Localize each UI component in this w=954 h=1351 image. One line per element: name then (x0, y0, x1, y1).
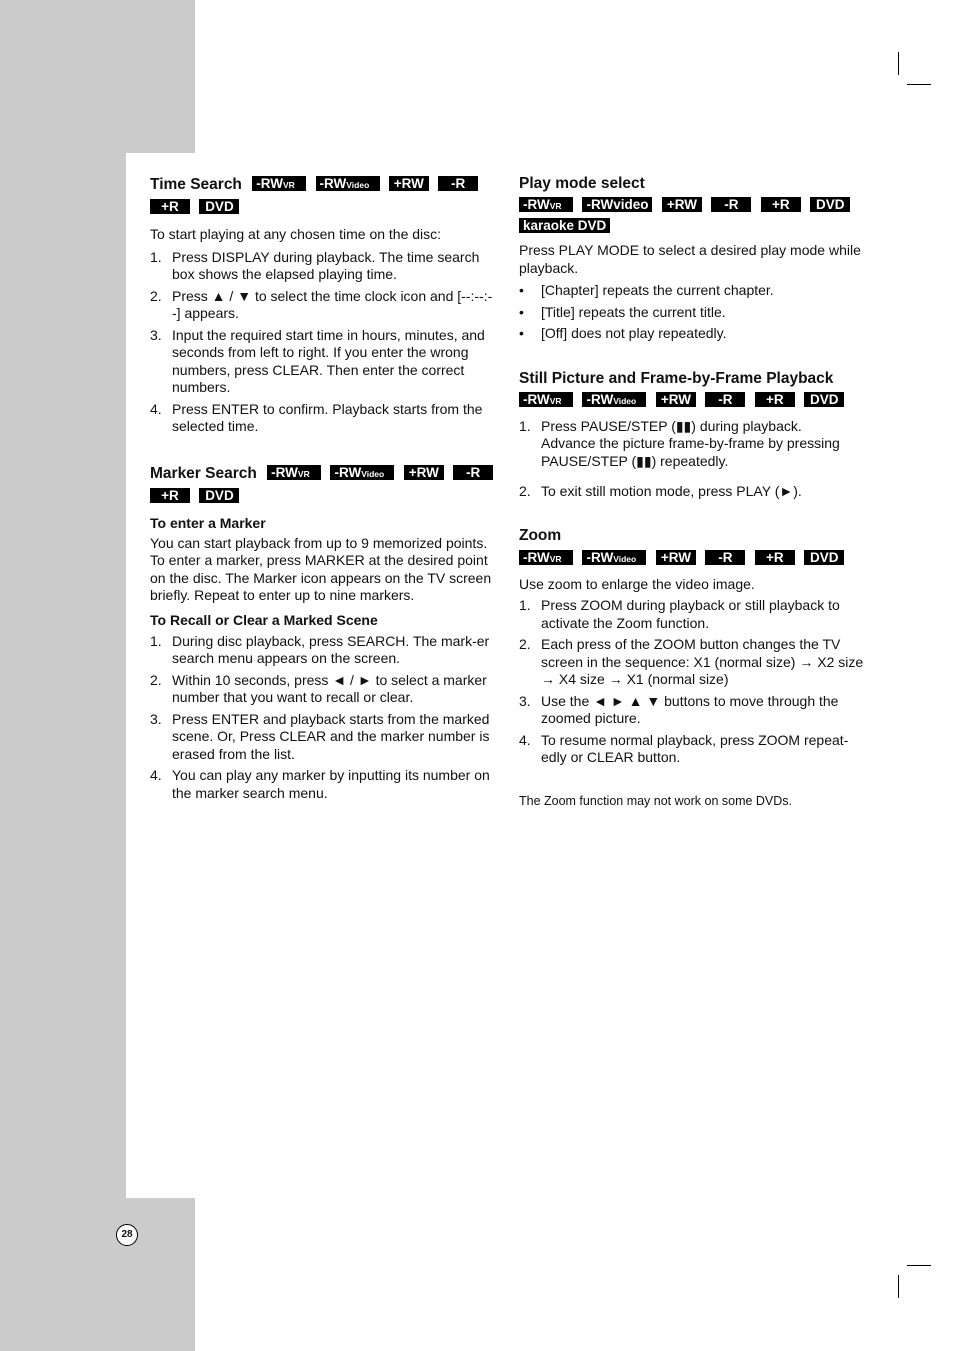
play-mode-options (519, 282, 869, 343)
list-item: 4. You can play any marker by inputting its number on the marker search menu. (150, 767, 490, 801)
list-item: 2. Press ▲ / ▼ to select the time clock icon and [--:--:--] appears. (150, 287, 493, 321)
play-mode-badges (519, 195, 869, 217)
badge-dvd: DVD (810, 197, 850, 212)
badge-rw-video: -RWVideo (316, 176, 380, 191)
page-margin-top (0, 0, 195, 153)
zoom-title: Zoom (519, 526, 562, 544)
play-mode-badges-row2 (519, 216, 869, 238)
still-picture-section (519, 368, 869, 501)
page-margin-bottom (0, 1198, 195, 1351)
still-picture-title: Still Picture and Frame-by-Frame Playback (519, 369, 834, 387)
list-item: 3. Use the ◄ ► ▲ ▼ buttons to move through the zoomed picture. (519, 692, 839, 726)
right-column (519, 173, 869, 809)
enter-marker-text: You can start playback from up to 9 memorized points. To enter a marker, press MARKER at the desired point on the disc. The Marker icon appears on the TV screen briefly. Repeat to enter up to nine markers. (150, 534, 492, 603)
badge-plus-rw: +RW (404, 465, 444, 480)
time-search-steps (150, 249, 500, 436)
play-mode-section (519, 173, 869, 343)
badge-dvd: DVD (199, 488, 239, 503)
badge-plus-rw: +RW (662, 197, 702, 212)
badge-plus-r: +R (150, 488, 190, 503)
badge-plus-r: +R (755, 392, 795, 407)
marker-search-section (150, 463, 500, 803)
badge-minus-r: -R (705, 550, 745, 565)
list-item: 1. Press PAUSE/STEP (▮▮) during playback. Advance the picture frame-by-frame by pressing PAUSE/STEP (▮▮) repeatedly. (519, 417, 840, 469)
badge-rw-vr: -RWVR (519, 550, 573, 565)
zoom-badges (519, 548, 869, 570)
badge-rw-video: -RWVideo (582, 550, 646, 565)
crop-mark-bottom-horizontal (907, 1265, 931, 1266)
time-search-intro: To start playing at any chosen time on the disc: (150, 226, 442, 242)
enter-marker-heading: To enter a Marker (150, 514, 266, 531)
time-search-badges-row2 (150, 197, 500, 219)
marker-search-heading (150, 463, 500, 485)
badge-rw-video: -RWVideo (330, 465, 394, 480)
list-item: 3. Input the required start time in hours, minutes, and seconds from left to right. If you enter the wrong numbers, press CLEAR. Then enter the correct numbers. (150, 326, 485, 395)
badge-minus-r: -R (438, 176, 478, 191)
zoom-section (519, 525, 869, 809)
recall-marker-heading: To Recall or Clear a Marked Scene (150, 611, 378, 628)
badge-rw-vr: -RWVR (519, 197, 573, 212)
zoom-intro: Use zoom to enlarge the video image. (519, 575, 755, 592)
list-item: 4. Press ENTER to confirm. Playback starts from the selected time. (150, 400, 483, 434)
time-search-section (150, 174, 500, 436)
time-search-title: Time Search (150, 176, 242, 193)
badge-minus-r: -R (705, 392, 745, 407)
badge-plus-r: +R (150, 199, 190, 214)
badge-karaoke-dvd: karaoke DVD (519, 218, 610, 233)
list-item: • [Chapter] repeats the current chapter. (519, 282, 774, 298)
marker-search-steps (150, 633, 500, 803)
still-picture-badges (519, 390, 869, 412)
list-item: 1. Press DISPLAY during playback. The time search box shows the elapsed playing time. (150, 248, 480, 282)
list-item: • [Title] repeats the current title. (519, 303, 726, 320)
badge-rw-vr: -RWVR (519, 392, 573, 407)
list-item: 3. Press ENTER and playback starts from the marked scene. Or, Press CLEAR and the marker number is erased from the list. (150, 710, 490, 762)
badge-dvd: DVD (804, 392, 844, 407)
badge-plus-rw: +RW (656, 392, 696, 407)
badge-plus-rw: +RW (656, 550, 696, 565)
time-search-heading (150, 174, 500, 196)
list-item: • [Off] does not play repeatedly. (519, 325, 727, 341)
crop-mark-top-vertical (898, 52, 899, 75)
page-number: 28 (116, 1224, 138, 1246)
list-item: 1. Press ZOOM during playback or still playback to activate the Zoom function. (519, 597, 840, 631)
crop-mark-bottom-vertical (898, 1275, 899, 1298)
marker-search-badges-row2 (150, 486, 500, 508)
list-item: 2. Each press of the ZOOM button changes the TV screen in the sequence: X1 (normal size) → X2 size → X4 size → X1 (normal size) (519, 636, 864, 687)
still-picture-steps (519, 418, 869, 501)
badge-plus-rw: +RW (389, 176, 429, 191)
badge-rw-vr: -RWVR (252, 176, 306, 191)
marker-search-title: Marker Search (150, 464, 257, 482)
list-item: 1. During disc playback, press SEARCH. The mark-er search menu appears on the screen. (150, 632, 490, 666)
list-item: 4. To resume normal playback, press ZOOM repeat-edly or CLEAR button. (519, 731, 849, 765)
badge-minus-r: -R (711, 197, 751, 212)
crop-mark-top-horizontal (907, 84, 931, 85)
list-item: 2. Within 10 seconds, press ◄ / ► to select a marker number that you want to recall or clear. (150, 671, 487, 705)
badge-dvd: DVD (199, 199, 239, 214)
play-mode-intro: Press PLAY MODE to select a desired play mode while playback. (519, 242, 861, 276)
play-mode-title: Play mode select (519, 175, 645, 192)
page-margin-left (0, 153, 126, 1198)
badge-plus-r: +R (755, 550, 795, 565)
badge-rw-vr: -RWVR (267, 465, 321, 480)
badge-dvd: DVD (804, 550, 844, 565)
left-column (150, 174, 500, 802)
zoom-note: The Zoom function may not work on some DVDs. (519, 793, 793, 808)
list-item: 2. To exit still motion mode, press PLAY (►). (519, 483, 802, 499)
badge-rw-video: -RWvideo (582, 197, 652, 212)
badge-rw-video: -RWVideo (582, 392, 646, 407)
badge-minus-r: -R (453, 465, 493, 480)
zoom-steps (519, 597, 869, 767)
badge-plus-r: +R (761, 197, 801, 212)
